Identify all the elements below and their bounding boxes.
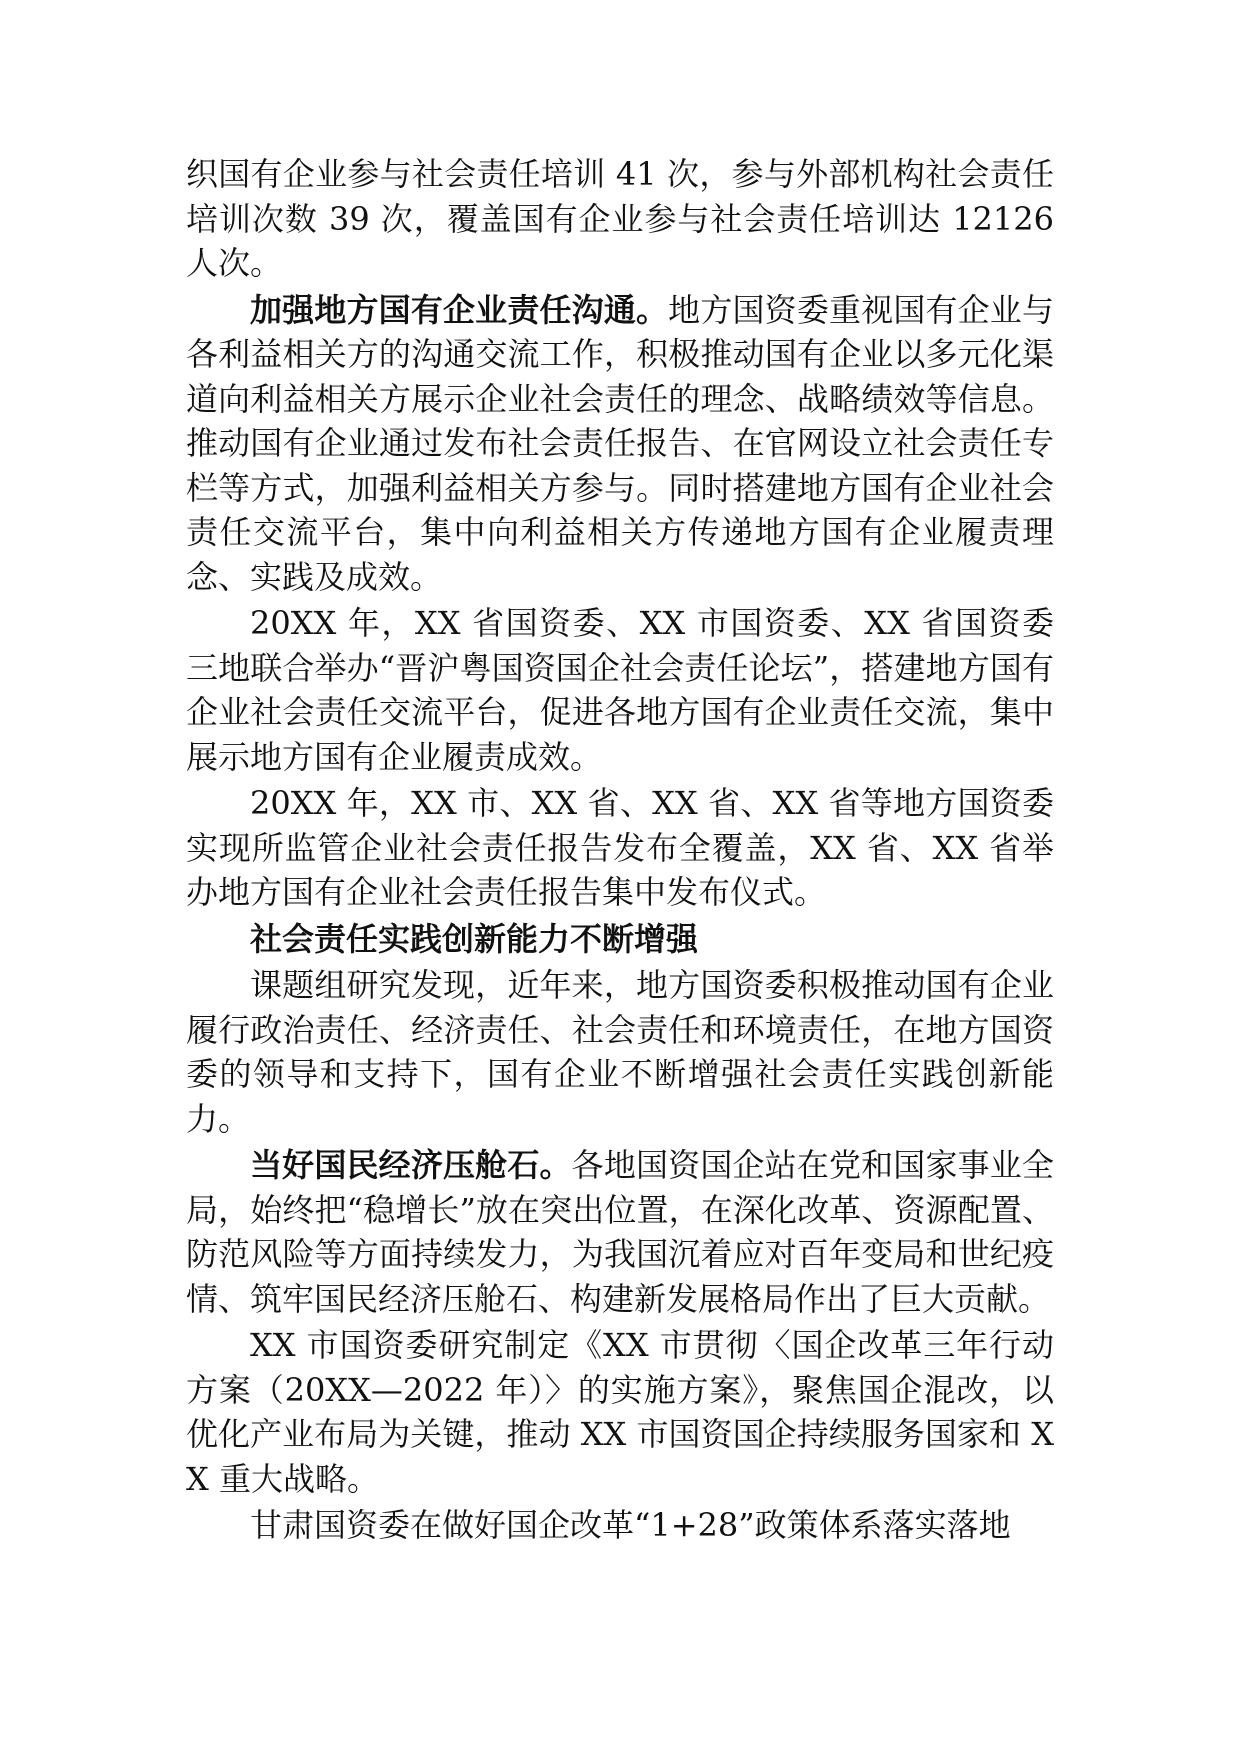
- paragraph-lead: 当好国民经济压舱石。: [250, 1146, 572, 1184]
- paragraph-text: 甘肃国资委在做好国企改革“1+28”政策体系落实落地: [250, 1506, 1011, 1544]
- paragraph-text: 地方国资委重视国有企业与各利益相关方的沟通交流工作，积极推动国有企业以多元化渠道向利益相关方展示企业社会责任的理念、战略绩效等信息。推动国有企业通过发布社会责任报告、在官网设立社会责任专栏等方式，加强利益相关方参与。同时搭建地方国有企业社会责任交流平台，集中向利益相关方传递地方国有企业履责理念、实践及成效。: [186, 290, 1054, 596]
- paragraph-text: 20XX 年，XX 市、XX 省、XX 省、XX 省等地方国资委实现所监管企业社会责任报告发布全覆盖，XX 省、XX 省举办地方国有企业社会责任报告集中发布仪式。: [186, 784, 1054, 911]
- paragraph-forum: [186, 601, 1054, 779]
- section-heading: [186, 917, 1054, 962]
- document-body: [186, 152, 1054, 1550]
- paragraph-reform-plan: [186, 1323, 1054, 1501]
- paragraph-text: 各地国资国企站在党和国家事业全局，始终把“稳增长”放在突出位置，在深化改革、资源配置、防范风险等方面持续发力，为我国沉着应对百年变局和世纪疫情、筑牢国民经济压舱石、构建新发展格局作出了巨大贡献。: [186, 1146, 1054, 1318]
- paragraph-training-stats: [186, 152, 1054, 286]
- paragraph-text: XX 市国资委研究制定《XX 市贯彻〈国企改革三年行动方案（20XX—2022 年）〉的实施方案》，聚焦国企混改，以优化产业布局为关键，推动 XX 市国资国企持续服务国家和 XX 重大战略。: [186, 1326, 1054, 1498]
- paragraph-report-coverage: [186, 781, 1054, 915]
- section-heading-text: 社会责任实践创新能力不断增强: [250, 919, 699, 958]
- paragraph-lead: 加强地方国有企业责任沟通。: [250, 290, 669, 329]
- paragraph-gansu: [186, 1503, 1054, 1548]
- paragraph-research-findings: [186, 963, 1054, 1141]
- paragraph-responsibility-communication: [186, 288, 1054, 600]
- paragraph-text: 课题组研究发现，近年来，地方国资委积极推动国有企业履行政治责任、经济责任、社会责任和环境责任，在地方国资委的领导和支持下，国有企业不断增强社会责任实践创新能力。: [186, 966, 1054, 1138]
- paragraph-text: 20XX 年，XX 省国资委、XX 市国资委、XX 省国资委三地联合举办“晋沪粤国资国企社会责任论坛”，搭建地方国有企业社会责任交流平台，促进各地方国有企业责任交流，集中展示地方国有企业履责成效。: [186, 604, 1054, 776]
- paragraph-economy-ballast: [186, 1143, 1054, 1321]
- paragraph-text: 织国有企业参与社会责任培训 41 次，参与外部机构社会责任培训次数 39 次，覆盖国有企业参与社会责任培训达 12126 人次。: [186, 155, 1054, 282]
